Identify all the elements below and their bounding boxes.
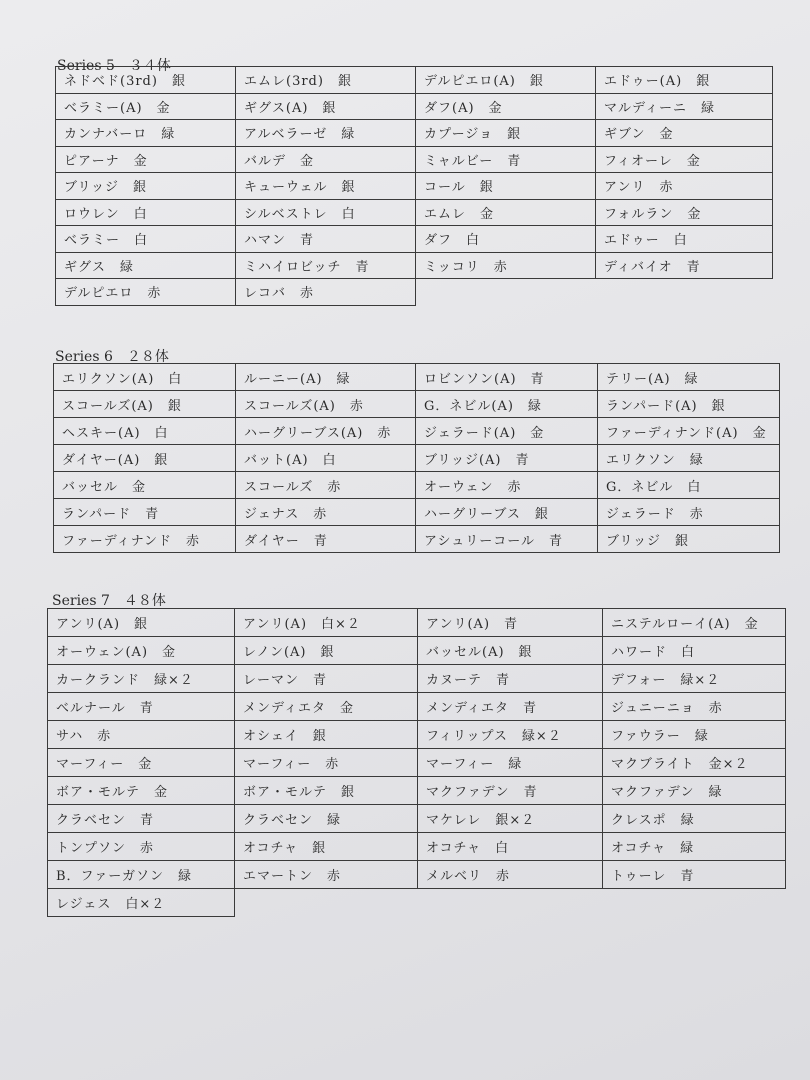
series7-cell: ボア・モルテ 銀 [235, 777, 418, 805]
series5-cell: カンナバーロ 緑 [56, 120, 236, 147]
series5-cell: エムレ 金 [416, 200, 596, 227]
series7-cell: ボア・モルテ 金 [48, 777, 235, 805]
series5-cell [416, 279, 596, 306]
series7-cell: フィリップス 緑×２ [418, 721, 603, 749]
series7-cell [418, 889, 603, 917]
series6-table [53, 363, 780, 553]
series6-cell: アシュリーコール 青 [416, 526, 598, 553]
series7-cell: ファウラー 緑 [603, 721, 786, 749]
series7-cell: アンリ(A) 白×２ [235, 609, 418, 637]
series5-cell: ミッコリ 赤 [416, 253, 596, 280]
series5-cell: エドゥー(A) 銀 [596, 67, 773, 94]
series7-table [47, 608, 786, 917]
series7-cell: レーマン 青 [235, 665, 418, 693]
series7-cell: デフォー 緑×２ [603, 665, 786, 693]
series5-cell: ギグス(A) 銀 [236, 94, 416, 121]
series5-cell: ディバイオ 青 [596, 253, 773, 280]
series5-cell: デルピエロ 赤 [56, 279, 236, 306]
series6-cell: ダイヤー(A) 銀 [54, 445, 236, 472]
series6-cell: スコールズ 赤 [236, 472, 416, 499]
series6-cell: ハーグリーブス 銀 [416, 499, 598, 526]
series5-cell: アンリ 赤 [596, 173, 773, 200]
series5-cell: ロウレン 白 [56, 200, 236, 227]
series5-cell: ダフ(A) 金 [416, 94, 596, 121]
series7-cell: マクブライト 金×２ [603, 749, 786, 777]
series7-cell: マクファデン 青 [418, 777, 603, 805]
series7-cell: トンプソン 赤 [48, 833, 235, 861]
series7-cell: マーフィー 緑 [418, 749, 603, 777]
series6-cell: ブリッジ 銀 [598, 526, 780, 553]
series7-cell: メルベリ 赤 [418, 861, 603, 889]
series6-cell: G．ネビル(A) 緑 [416, 391, 598, 418]
series5-cell: ギグス 緑 [56, 253, 236, 280]
series7-cell: ベルナール 青 [48, 693, 235, 721]
series5-cell: バルデ 金 [236, 147, 416, 174]
series7-cell: ハワード 白 [603, 637, 786, 665]
series5-cell: ミハイロビッチ 青 [236, 253, 416, 280]
series7-cell: エマートン 赤 [235, 861, 418, 889]
series5-cell: カプージョ 銀 [416, 120, 596, 147]
series5-cell: ハマン 青 [236, 226, 416, 253]
series7-cell: オコチャ 白 [418, 833, 603, 861]
series6-cell: ファーディナンド 赤 [54, 526, 236, 553]
series6-cell: ヘスキー(A) 白 [54, 418, 236, 445]
series5-cell: ギブン 金 [596, 120, 773, 147]
series6-cell: エリクソン(A) 白 [54, 364, 236, 391]
series5-cell: ベラミー(A) 金 [56, 94, 236, 121]
series6-title: Series 6 ２８体 [55, 349, 169, 365]
series7-cell: ジュニーニョ 赤 [603, 693, 786, 721]
series5-cell: ブリッジ 銀 [56, 173, 236, 200]
series5-cell: キューウェル 銀 [236, 173, 416, 200]
series6-cell: スコールズ(A) 銀 [54, 391, 236, 418]
series5-cell: エムレ(3rd) 銀 [236, 67, 416, 94]
series5-cell: マルディーニ 緑 [596, 94, 773, 121]
series5-cell [596, 279, 773, 306]
series7-cell: カヌーテ 青 [418, 665, 603, 693]
series7-cell: オーウェン(A) 金 [48, 637, 235, 665]
series7-cell: マーフィー 金 [48, 749, 235, 777]
series7-title: Series 7 ４８体 [52, 593, 166, 609]
series6-cell: オーウェン 赤 [416, 472, 598, 499]
series7-cell: マクファデン 緑 [603, 777, 786, 805]
series7-cell: メンディエタ 青 [418, 693, 603, 721]
series7-cell: クラベセン 緑 [235, 805, 418, 833]
series6-cell: ルーニー(A) 緑 [236, 364, 416, 391]
series5-cell: ダフ 白 [416, 226, 596, 253]
series6-cell: ジェラード(A) 金 [416, 418, 598, 445]
series5-cell: レコバ 赤 [236, 279, 416, 306]
series6-cell: ランパード(A) 銀 [598, 391, 780, 418]
series7-cell: アンリ(A) 銀 [48, 609, 235, 637]
series7-cell [603, 889, 786, 917]
series5-title: Series 5 ３４体 [57, 58, 171, 74]
series6-cell: ファーディナンド(A) 金 [598, 418, 780, 445]
series7-cell: マーフィー 赤 [235, 749, 418, 777]
series7-cell: オコチャ 緑 [603, 833, 786, 861]
series7-cell: レジェス 白×２ [48, 889, 235, 917]
series5-cell: シルベストレ 白 [236, 200, 416, 227]
series7-cell: サハ 赤 [48, 721, 235, 749]
series7-cell: ニステルローイ(A) 金 [603, 609, 786, 637]
series5-cell: アルベラーゼ 緑 [236, 120, 416, 147]
series6-cell: ブリッジ(A) 青 [416, 445, 598, 472]
series5-cell: フォルラン 金 [596, 200, 773, 227]
series6-cell: ロビンソン(A) 青 [416, 364, 598, 391]
series7-cell: カークランド 緑×２ [48, 665, 235, 693]
series7-cell: マケレレ 銀×２ [418, 805, 603, 833]
series7-cell: トゥーレ 青 [603, 861, 786, 889]
series7-cell: バッセル(A) 銀 [418, 637, 603, 665]
series5-table [55, 66, 773, 306]
series6-cell: G．ネビル 白 [598, 472, 780, 499]
series5-cell: ネドベド(3rd) 銀 [56, 67, 236, 94]
series7-cell: オコチャ 銀 [235, 833, 418, 861]
series6-cell: テリー(A) 緑 [598, 364, 780, 391]
series7-cell: クレスポ 緑 [603, 805, 786, 833]
series7-cell: オシェイ 銀 [235, 721, 418, 749]
series5-cell: ベラミー 白 [56, 226, 236, 253]
series6-cell: ジェラード 赤 [598, 499, 780, 526]
series6-cell: スコールズ(A) 赤 [236, 391, 416, 418]
series7-cell [235, 889, 418, 917]
series5-cell: フィオーレ 金 [596, 147, 773, 174]
series7-cell: クラベセン 青 [48, 805, 235, 833]
series5-cell: コール 銀 [416, 173, 596, 200]
series6-cell: エリクソン 緑 [598, 445, 780, 472]
series6-cell: バッセル 金 [54, 472, 236, 499]
series7-cell: レノン(A) 銀 [235, 637, 418, 665]
series5-cell: ピアーナ 金 [56, 147, 236, 174]
series5-cell: エドゥー 白 [596, 226, 773, 253]
series7-cell: アンリ(A) 青 [418, 609, 603, 637]
series5-cell: ミャルビー 青 [416, 147, 596, 174]
series7-cell: メンディエタ 金 [235, 693, 418, 721]
series7-cell: B．ファーガソン 緑 [48, 861, 235, 889]
series6-cell: ランパード 青 [54, 499, 236, 526]
series6-cell: ハーグリーブス(A) 赤 [236, 418, 416, 445]
series7-heading [52, 590, 166, 610]
series6-cell: ダイヤー 青 [236, 526, 416, 553]
series6-cell: バット(A) 白 [236, 445, 416, 472]
series5-cell: デルピエロ(A) 銀 [416, 67, 596, 94]
series6-cell: ジェナス 赤 [236, 499, 416, 526]
